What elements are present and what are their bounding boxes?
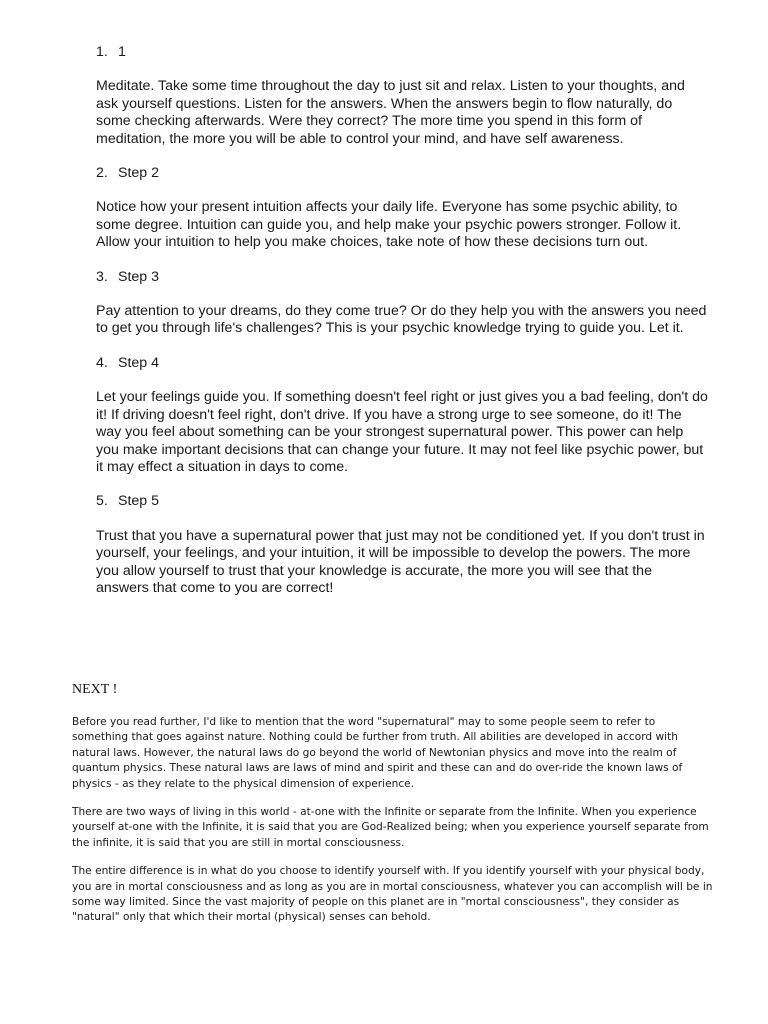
steps-list (96, 44, 756, 614)
body-paragraph: There are two ways of living in this world - at-one with the Infinite or separate from the Infinite. When you experience yourself at-one with the Infinite, it is said that you are God-Realized being; when you experience yourself separate from the infinite, it is said that you are still in mortal consciousness. (72, 806, 709, 849)
step-text: Meditate. Take some time throughout the day to just sit and relax. Listen to your thoughts, and ask yourself questions. Listen for the answers. When the answers begin to flow naturally, do some checking afterwards. Were they correct? The more time you spend in this form of meditation, the more you will be able to control your mind, and have self awareness. (96, 78, 685, 147)
body-paragraph: Before you read further, I'd like to mention that the word "supernatural" may to some people seem to refer to something that goes against nature. Nothing could be further from truth. All abilities are developed in accord with natural laws. However, the natural laws do go beyond the world of Newtonian physics and move into the realm of quantum physics. These natural laws are laws of mind and spirit and these can and do over-ride the known laws of physics - as they relate to the physical dimension of experience. (72, 716, 683, 790)
step-text: Pay attention to your dreams, do they come true? Or do they help you with the answers you need to get you through life's challenges? This is your psychic knowledge trying to guide you. Let it. (96, 303, 707, 337)
step-item (96, 493, 756, 597)
step-title: Step 5 (118, 493, 160, 510)
step-heading (96, 165, 756, 182)
step-item (96, 355, 756, 476)
step-text: Notice how your present intuition affects your daily life. Everyone has some psychic ability, to some degree. Intuition can guide you, and help make your psychic powers stronger. Follow it. Allow your intuition to help you make choices, take note of how these decisions turn out. (96, 199, 682, 251)
step-title: Step 3 (118, 268, 160, 285)
step-heading (96, 493, 756, 510)
step-heading (96, 355, 756, 372)
step-number: 5. (96, 493, 108, 510)
step-item (96, 44, 756, 148)
body-paragraph: The entire difference is in what do you choose to identify yourself with. If you identify yourself with your physical body, you are in mortal consciousness and as long as you are in mortal consciousness, whatever you can accomplish will be in some way limited. Since the vast majority of people on this planet are in "mortal consciousness", they consider as "natural" only that which their mortal (physical) senses can behold. (72, 865, 713, 924)
step-text: Trust that you have a supernatural power that just may not be conditioned yet. If you don't trust in yourself, your feelings, and your intuition, it will be impossible to develop the powers. The more you allow yourself to trust that your knowledge is accurate, the more you will see that the answers that come to you are correct! (96, 527, 705, 596)
step-number: 2. (96, 165, 108, 182)
step-text: Let your feelings guide you. If something doesn't feel right or just gives you a bad feeling, don't do it! If driving doesn't feel right, don't drive. If you have a strong urge to see someone, do it! The way you feel about something can be your strongest supernatural power. This power can help you make important decisions that can change your future. It may not feel like psychic power, but it may effect a situation in days to come. (96, 389, 708, 475)
step-heading (96, 269, 756, 286)
step-heading (96, 44, 756, 61)
step-title: Step 4 (118, 354, 160, 371)
step-title: 1 (118, 44, 126, 60)
step-title: Step 2 (118, 165, 160, 182)
step-item (96, 165, 756, 252)
step-number: 3. (96, 268, 108, 285)
next-section-body (72, 715, 762, 939)
step-number: 4. (96, 354, 108, 371)
step-number: 1. (96, 44, 108, 60)
step-item (96, 269, 756, 338)
next-heading: NEXT ! (72, 682, 118, 697)
